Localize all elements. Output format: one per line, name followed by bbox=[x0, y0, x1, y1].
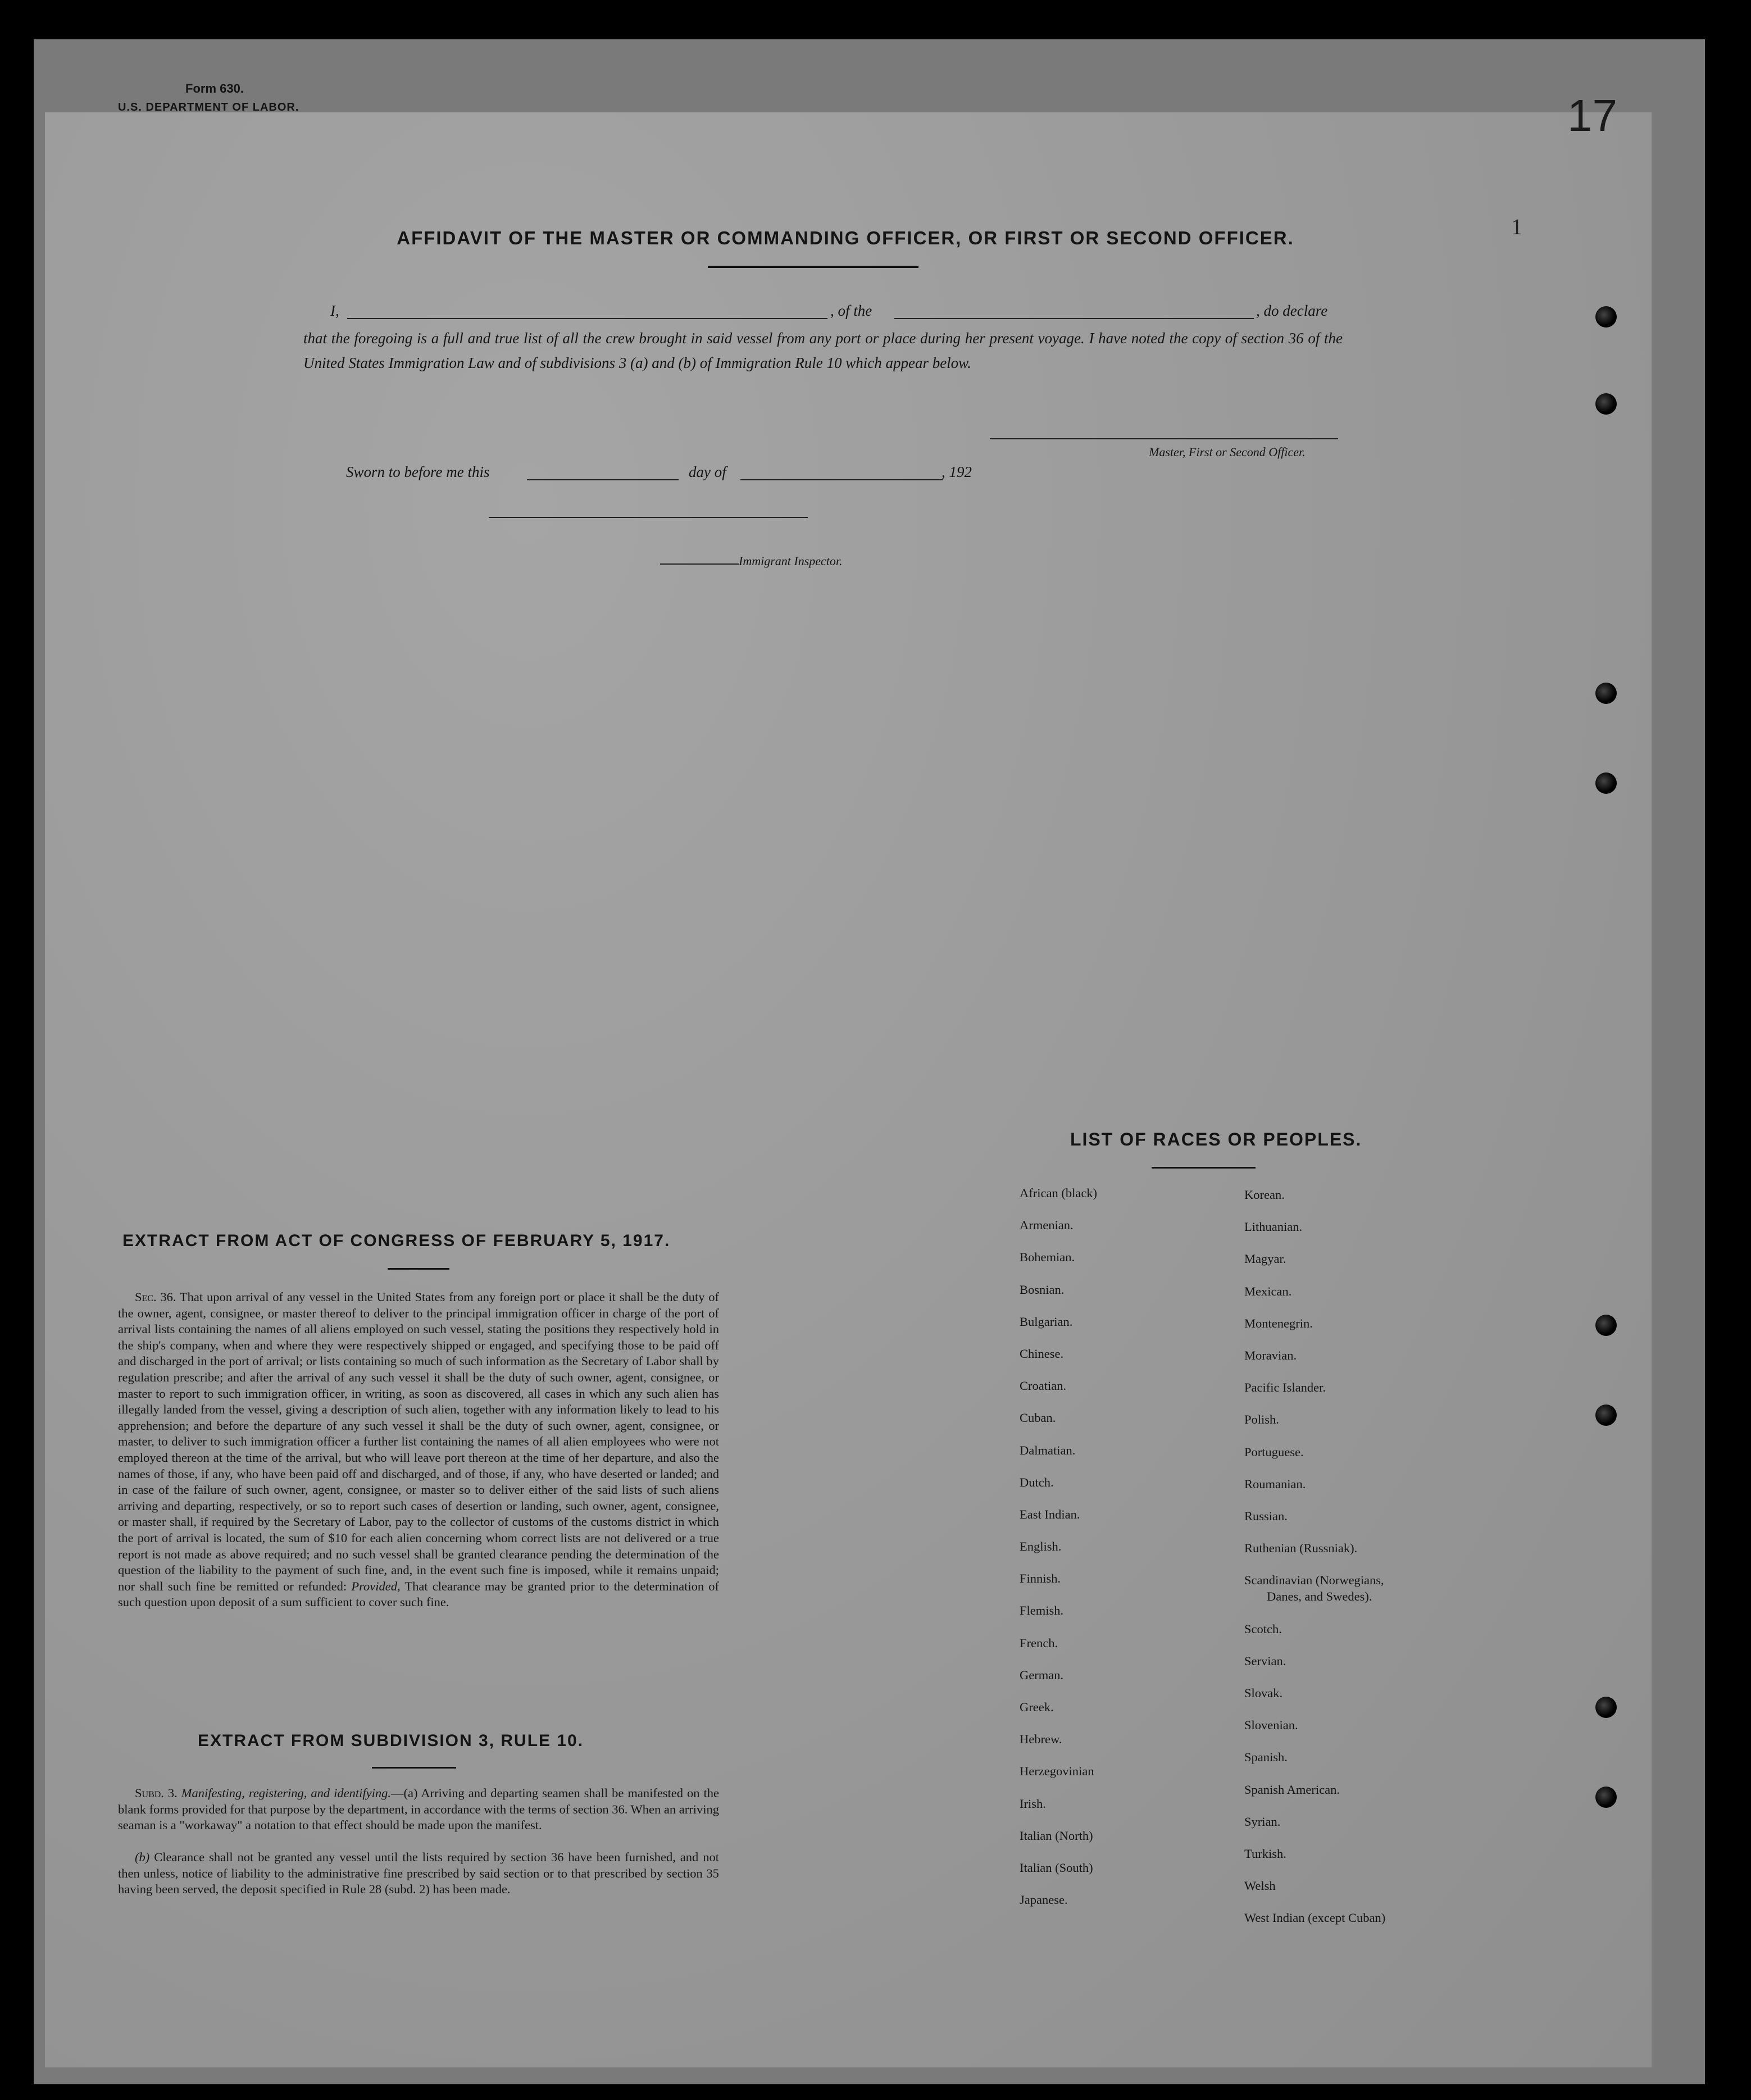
race-item: Mexican. bbox=[1244, 1284, 1292, 1298]
inspector-name-blank[interactable] bbox=[660, 563, 739, 565]
binder-hole bbox=[1595, 1315, 1617, 1336]
race-item: Spanish. bbox=[1244, 1750, 1288, 1765]
race-item: Polish. bbox=[1244, 1412, 1279, 1427]
binder-hole bbox=[1595, 393, 1617, 415]
master-signature-caption: Master, First or Second Officer. bbox=[1149, 445, 1306, 459]
race-item: Flemish. bbox=[1020, 1603, 1064, 1618]
race-item: Magyar. bbox=[1244, 1252, 1286, 1266]
binder-hole bbox=[1595, 1787, 1617, 1808]
rule-subd-a-body: —(a) Arriving and departing seamen shall be manifested on the blank forms provided for that purpose by the department, in accordance with the terms of section 36. When an arriving seaman is a "workaway" a notation to that effect should be made upon the manifest. bbox=[118, 1786, 720, 1833]
race-item: Chinese. bbox=[1020, 1346, 1064, 1361]
race-item: Dutch. bbox=[1020, 1475, 1054, 1489]
race-item: French. bbox=[1020, 1635, 1058, 1650]
affidavit-paragraph: that the foregoing is a full and true list of all the crew brought in said vessel from any port or place during her present voyage. I have noted the copy of section 36 of the United States Immigration Law and of subdivisions 3 (a) and (b) of Immigration Rule 10 which appear below. bbox=[303, 330, 1343, 371]
department-label: U.S. DEPARTMENT OF LABOR. bbox=[118, 101, 299, 113]
race-item: Hebrew. bbox=[1020, 1732, 1062, 1747]
inspector-signature-blank[interactable] bbox=[489, 517, 808, 518]
race-item: Scotch. bbox=[1244, 1621, 1282, 1636]
race-item: German. bbox=[1020, 1667, 1064, 1682]
sheet-number: 17 bbox=[1567, 90, 1617, 140]
race-item: Herzegovinian bbox=[1020, 1764, 1094, 1779]
races-title-rule bbox=[1152, 1167, 1256, 1169]
rule-extract-rule bbox=[372, 1767, 456, 1769]
race-item: Turkish. bbox=[1244, 1846, 1286, 1861]
race-item: Slovak. bbox=[1244, 1686, 1283, 1700]
affidavit-of-the-label: , of the bbox=[830, 302, 872, 319]
race-item: African (black) bbox=[1020, 1186, 1098, 1200]
race-item: Finnish. bbox=[1020, 1571, 1061, 1586]
race-item: East Indian. bbox=[1020, 1507, 1080, 1521]
race-item: Lithuanian. bbox=[1244, 1220, 1303, 1234]
race-item: Cuban. bbox=[1020, 1411, 1056, 1425]
races-left-column bbox=[1020, 1185, 1097, 1924]
rule-extract-title: EXTRACT FROM SUBDIVISION 3, RULE 10. bbox=[198, 1731, 584, 1750]
race-item: Bohemian. bbox=[1020, 1250, 1075, 1265]
race-item: Danes, and Swedes). bbox=[1267, 1589, 1372, 1604]
race-item: Syrian. bbox=[1244, 1814, 1281, 1829]
sworn-day-blank[interactable] bbox=[527, 479, 679, 480]
affidavit-declare-label: , do declare bbox=[1256, 302, 1328, 319]
act-section-body: That upon arrival of any vessel in the United States from any foreign port or place it shall be the duty of the owner, agent, consignee, or master thereof to deliver to the principal immigration officer in charge of the port of arrival lists containing the names of all aliens employed on such vessel, stating the positions they respectively hold in the ship's company, when and where they were respectively shipped or engaged, and specifying those to be paid off and discharged in the port of arrival; or lists containing so much of such information as the Secretary of Labor shall by regulation prescribe; and after the arrival of any such vessel it shall be the duty of such owner, agent, consignee, or master to report to such immigration officer, in writing, as soon as discovered, all cases in which any such alien has illegally landed from the vessel, giving a description of such alien, together with any information likely to lead to his apprehension; and before the departure of any such vessel it shall be the duty of such owner, agent, consignee, or master, to deliver to such immigration officer a further list containing the names of all alien employees who were not employed thereon at the time of the arrival, but who will leave port thereon at the time of her departure, and also the names of those, if any, who have been paid off and discharged, and of those, if any, who have deserted or landed; and in case of the failure of such owner, agent, consignee, or master so to deliver either of the said lists of such aliens arriving and departing, respectively, or so to report such cases of desertion or landing, such owner, agent, consignee, or master shall, if required by the Secretary of Labor, pay to the collector of customs of the customs district in which the port of arrival is located, the sum of $10 for each alien concerning whom correct lists are not delivered or a true report is not made as above required; and no such vessel shall be granted clearance pending the determination of the question of the liability to the payment of such fine, and, in the event such fine is imposed, while it remains unpaid; nor shall such fine be remitted or refunded: bbox=[118, 1290, 719, 1593]
races-right-column bbox=[1244, 1187, 1385, 1943]
affiant-name-blank[interactable] bbox=[347, 318, 827, 319]
binder-hole bbox=[1595, 1404, 1617, 1426]
rule-subd-3b-text bbox=[118, 1849, 719, 1898]
rule-subd-heading: Manifesting, registering, and identifying. bbox=[181, 1786, 392, 1800]
binder-hole bbox=[1595, 772, 1617, 794]
binder-hole bbox=[1595, 683, 1617, 704]
race-item: Korean. bbox=[1244, 1188, 1285, 1202]
race-item: Moravian. bbox=[1244, 1348, 1297, 1362]
race-item: Bosnian. bbox=[1020, 1282, 1065, 1297]
act-extract-title: EXTRACT FROM ACT OF CONGRESS OF FEBRUARY 5, 1917. bbox=[122, 1231, 671, 1250]
race-item: English. bbox=[1020, 1539, 1062, 1554]
race-item: Greek. bbox=[1020, 1700, 1054, 1714]
race-item: Ruthenian (Russniak). bbox=[1244, 1541, 1358, 1556]
affidavit-title: AFFIDAVIT OF THE MASTER OR COMMANDING OFFICER, OR FIRST OR SECOND OFFICER. bbox=[397, 228, 1294, 248]
master-signature-blank[interactable] bbox=[990, 438, 1338, 439]
sworn-month-blank[interactable] bbox=[740, 479, 943, 480]
race-item: Slovenian. bbox=[1244, 1718, 1298, 1733]
rule-subd-3a-text bbox=[118, 1785, 719, 1834]
race-item: Dalmatian. bbox=[1020, 1443, 1076, 1457]
act-extract-rule bbox=[388, 1268, 449, 1270]
rule-subd-b-body: Clearance shall not be granted any vessel until the lists required by section 36 have been furnished, and not then unless, notice of liability to the administrative fine prescribed by said section or to that prescribed by section 35 having been served, the deposit specified in Rule 28 (subd. 2) has been made. bbox=[118, 1850, 719, 1897]
race-item: Irish. bbox=[1020, 1796, 1046, 1811]
act-section-label: Sec. 36. bbox=[135, 1290, 176, 1304]
race-item: Italian (South) bbox=[1020, 1860, 1093, 1875]
race-item: Pacific Islander. bbox=[1244, 1380, 1326, 1395]
affidavit-i-label: I, bbox=[330, 302, 339, 319]
sworn-day-of-label: day of bbox=[689, 463, 726, 480]
race-item: Servian. bbox=[1244, 1653, 1286, 1668]
form-label: Form 630. bbox=[185, 81, 244, 96]
vessel-name-blank[interactable] bbox=[894, 318, 1254, 319]
race-item: Welsh bbox=[1244, 1879, 1276, 1893]
race-item: Russian. bbox=[1244, 1508, 1288, 1523]
race-item: Scandinavian (Norwegians, bbox=[1244, 1573, 1384, 1588]
binder-hole bbox=[1595, 1697, 1617, 1718]
binder-hole bbox=[1595, 306, 1617, 328]
affidavit-title-rule bbox=[708, 266, 918, 268]
races-title: LIST OF RACES OR PEOPLES. bbox=[1070, 1129, 1362, 1149]
race-item: Italian (North) bbox=[1020, 1828, 1093, 1843]
race-item: Japanese. bbox=[1020, 1893, 1068, 1907]
inspector-caption: Immigrant Inspector. bbox=[739, 554, 843, 568]
race-item: Armenian. bbox=[1020, 1218, 1074, 1233]
corner-mark: 1 bbox=[1511, 214, 1522, 239]
rule-subd-b-label: (b) bbox=[135, 1850, 150, 1864]
act-section-36-text bbox=[118, 1289, 719, 1611]
rule-subd-label: Subd. 3. bbox=[135, 1786, 178, 1800]
race-item: Spanish American. bbox=[1244, 1782, 1340, 1797]
sworn-year-label: , 192 bbox=[942, 463, 972, 480]
race-item: Bulgarian. bbox=[1020, 1314, 1073, 1329]
act-proviso-text: That clearance may be granted prior to the determination of such question upon deposit of a sum sufficient to cover such fine. bbox=[118, 1579, 720, 1610]
sworn-label: Sworn to before me this bbox=[346, 463, 490, 480]
race-item: Croatian. bbox=[1020, 1379, 1067, 1393]
race-item: Montenegrin. bbox=[1244, 1316, 1313, 1330]
race-item: Roumanian. bbox=[1244, 1476, 1306, 1491]
race-item: West Indian (except Cuban) bbox=[1244, 1911, 1386, 1925]
act-proviso-label: Provided, bbox=[351, 1579, 401, 1593]
document-page bbox=[45, 112, 1652, 2067]
race-item: Portuguese. bbox=[1244, 1444, 1304, 1459]
